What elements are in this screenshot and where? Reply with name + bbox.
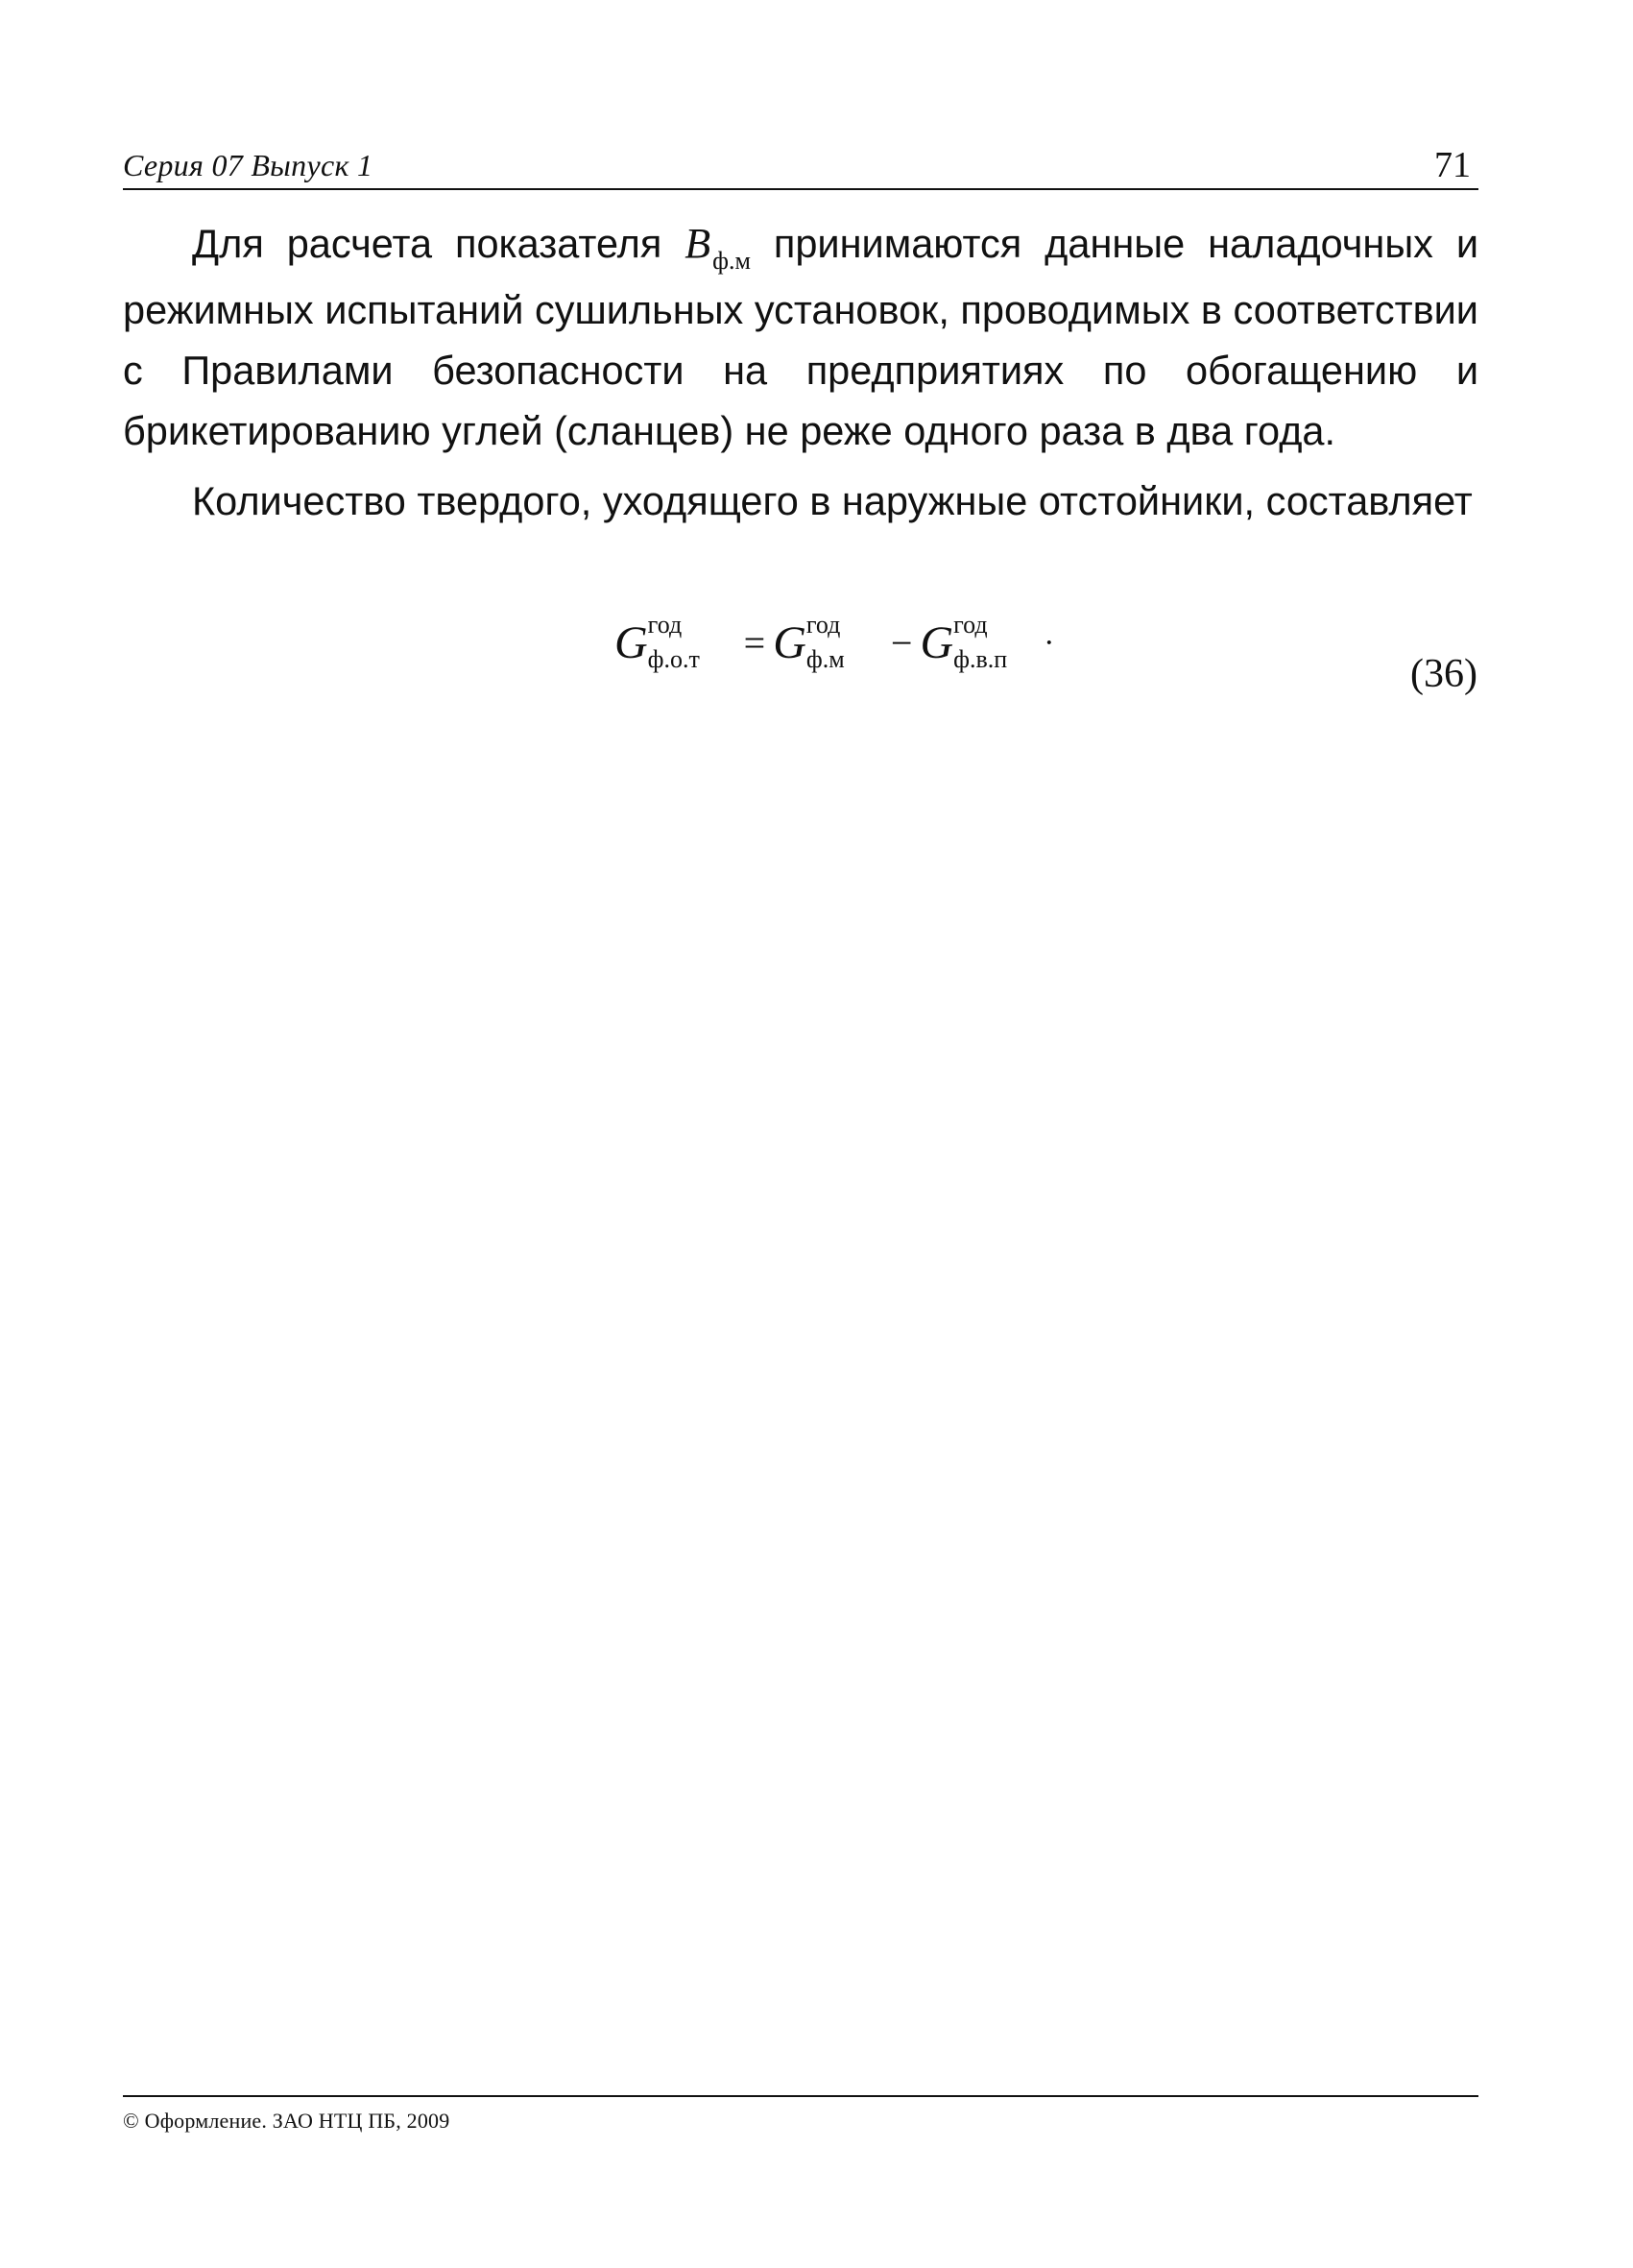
symbol-b-fm: B — [684, 220, 711, 267]
formula-36 — [614, 605, 1054, 691]
formula-equals: = — [743, 621, 766, 664]
formula-superscript: год — [953, 611, 988, 639]
paragraph-1 — [123, 213, 1478, 461]
formula-term-g-fvp — [920, 605, 1040, 682]
paragraph-2: Количество твердого, уходящего в наружные отстойники, составляет — [192, 478, 1473, 523]
page-number: 71 — [1434, 145, 1471, 185]
formula-superscript: год — [647, 611, 683, 639]
body-text — [123, 213, 1478, 531]
symbol-b-fm-subscript: ф.м — [712, 247, 751, 275]
formula-minus: − — [890, 621, 913, 664]
paragraph-1-rest: принимаются данные наладочных и режимных испытаний сушильных установок, проводимых в соответствии с Правилами безопасности на предприятиях по обогащению и брикетированию углей (сланцев) не реже одного раза в два года. — [123, 221, 1478, 453]
formula-end-dot: · — [1044, 625, 1055, 661]
formula-superscript: год — [805, 611, 841, 639]
formula-term-g-fot — [614, 605, 740, 682]
formula-letter: G — [773, 617, 806, 668]
copyright-footer: © Оформление. ЗАО НТЦ ПБ, 2009 — [123, 2109, 450, 2133]
formula-letter: G — [920, 617, 954, 668]
formula-term-g-fm — [773, 605, 887, 682]
footer-divider — [123, 2095, 1478, 2097]
formula-subscript: ф.о.т — [647, 645, 700, 673]
formula-letter: G — [614, 617, 648, 668]
formula-subscript: ф.м — [805, 645, 845, 673]
formula-subscript: ф.в.п — [953, 645, 1008, 673]
paragraph-1-start: Для расчета показателя — [192, 221, 685, 266]
page-header — [123, 144, 1478, 190]
series-label: Серия 07 Выпуск 1 — [123, 148, 373, 182]
equation-number: (36) — [1410, 652, 1477, 696]
